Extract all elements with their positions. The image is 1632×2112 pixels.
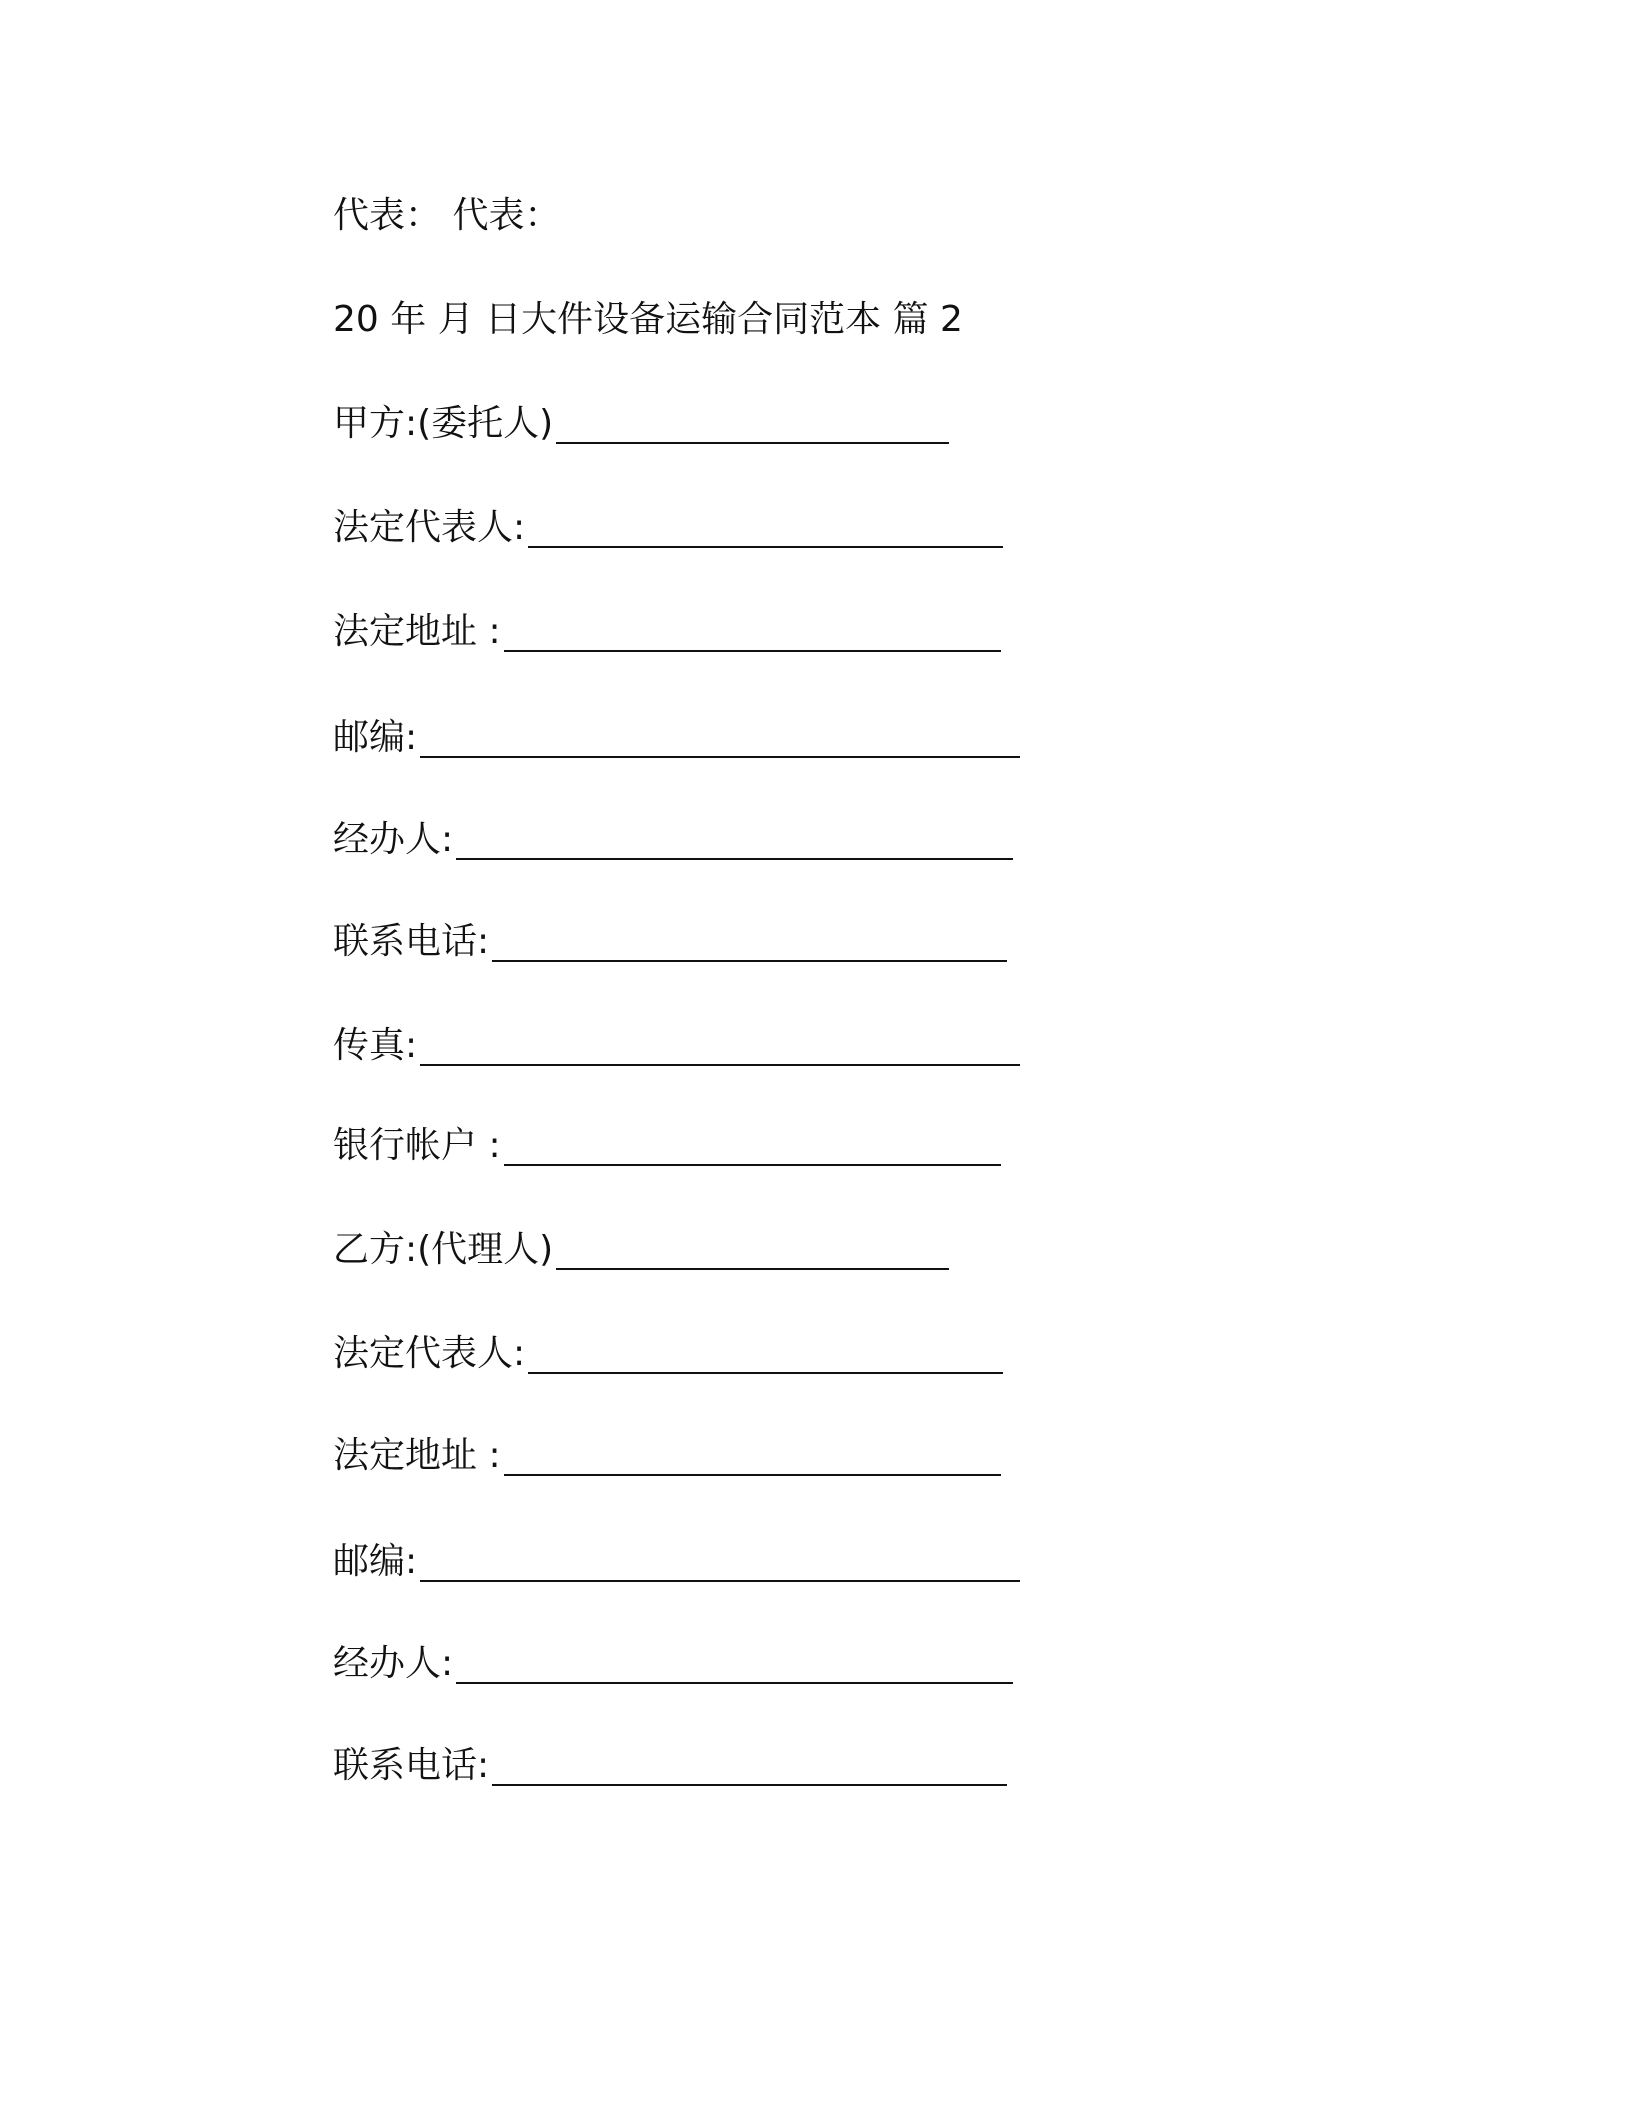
party-b-line — [333, 1222, 949, 1278]
party-a-line — [333, 396, 949, 452]
party-b-legal-rep-blank[interactable] — [528, 1332, 1003, 1374]
party-a-phone-label: 联系电话: — [333, 921, 490, 962]
party-a-handler-label: 经办人: — [333, 819, 454, 860]
party-b-blank[interactable] — [556, 1228, 949, 1270]
party-a-phone-line — [333, 914, 1007, 970]
party-a-address-blank[interactable] — [504, 610, 1001, 652]
party-b-handler-label: 经办人: — [333, 1643, 454, 1684]
party-a-legal-rep-blank[interactable] — [528, 506, 1003, 548]
representative-label: 代表： 代表： — [333, 195, 561, 236]
party-b-legal-rep-label: 法定代表人: — [333, 1333, 526, 1374]
party-b-postcode-blank[interactable] — [420, 1540, 1020, 1582]
party-a-bank-line — [333, 1118, 1001, 1174]
party-a-legal-rep-label: 法定代表人: — [333, 507, 526, 548]
party-b-postcode-line — [333, 1534, 1020, 1590]
party-a-bank-label: 银行帐户 : — [333, 1125, 501, 1166]
party-b-address-label: 法定地址 : — [333, 1435, 501, 1476]
representative-line — [333, 188, 560, 244]
contract-title-line — [333, 292, 963, 348]
party-a-postcode-blank[interactable] — [420, 716, 1020, 758]
party-b-handler-line — [333, 1636, 1013, 1692]
party-b-phone-label: 联系电话: — [333, 1745, 490, 1786]
party-a-fax-line — [333, 1018, 1020, 1074]
party-a-label: 甲方:(委托人) — [333, 403, 554, 444]
party-b-phone-line — [333, 1738, 1007, 1794]
party-b-handler-blank[interactable] — [456, 1642, 1013, 1684]
party-a-address-line — [333, 604, 1001, 660]
party-a-postcode-label: 邮编: — [333, 717, 418, 758]
party-a-address-label: 法定地址 : — [333, 611, 501, 652]
party-a-handler-line — [333, 812, 1013, 868]
party-b-phone-blank[interactable] — [492, 1744, 1007, 1786]
party-a-bank-blank[interactable] — [504, 1124, 1001, 1166]
party-a-fax-label: 传真: — [333, 1025, 418, 1066]
party-b-address-blank[interactable] — [504, 1434, 1001, 1476]
party-b-postcode-label: 邮编: — [333, 1541, 418, 1582]
party-a-fax-blank[interactable] — [420, 1024, 1020, 1066]
party-b-legal-rep-line — [333, 1326, 1003, 1382]
party-a-blank[interactable] — [556, 402, 949, 444]
party-a-handler-blank[interactable] — [456, 818, 1013, 860]
party-a-phone-blank[interactable] — [492, 920, 1007, 962]
party-b-label: 乙方:(代理人) — [333, 1229, 554, 1270]
party-a-postcode-line — [333, 710, 1020, 766]
contract-title: 20 年 月 日大件设备运输合同范本 篇 2 — [333, 299, 963, 340]
party-a-legal-rep-line — [333, 500, 1003, 556]
party-b-address-line — [333, 1428, 1001, 1484]
